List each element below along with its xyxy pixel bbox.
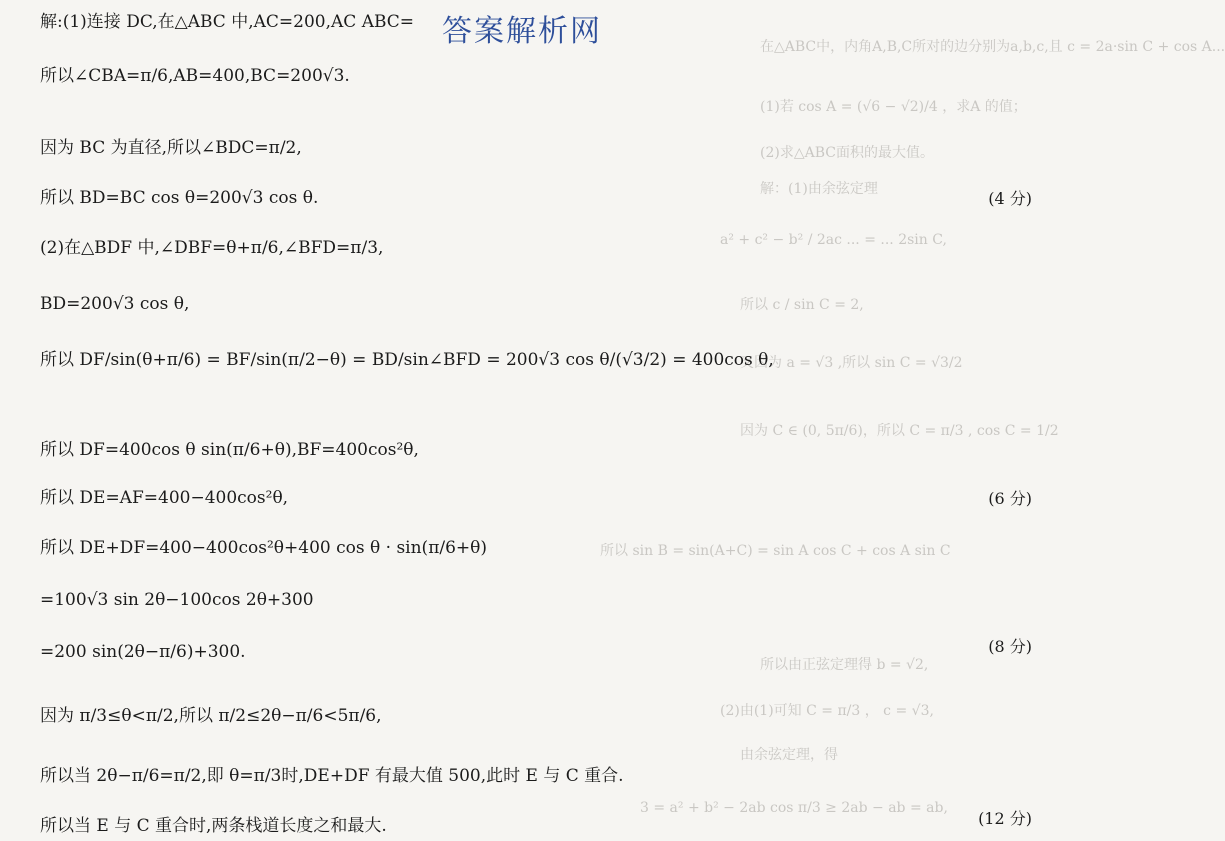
solution-line-11: =100√3 sin 2θ−100cos 2θ+300 — [40, 590, 314, 610]
bleed-text: (1)若 cos A = (√6 − √2)/4 ，求A 的值； — [760, 99, 1027, 115]
solution-line-1: 解:(1)连接 DC,在△ABC 中,AC=200,AC ABC= — [40, 12, 415, 32]
solution-line-12: =200 sin(2θ−π/6)+300. — [40, 642, 246, 662]
bleed-text: (2)求△ABC面积的最大值。 — [760, 145, 934, 161]
score-mark-4: (4 分) — [988, 189, 1032, 208]
solution-line-3: 因为 BC 为直径,所以∠BDC=π/2, — [40, 138, 302, 158]
solution-line-5: (2)在△BDF 中,∠DBF=θ+π/6,∠BFD=π/3, — [40, 238, 384, 258]
bleed-text: 所以 c / sin C = 2, — [740, 297, 864, 313]
bleed-text: 因为 C ∈ (0, 5π/6)，所以 C = π/3 , cos C = 1/2 — [740, 423, 1059, 439]
bleed-text: 所以 sin B = sin(A+C) = sin A cos C + cos A sin C — [600, 543, 951, 559]
score-mark-6: (6 分) — [988, 489, 1032, 508]
solution-line-4: 所以 BD=BC cos θ=200√3 cos θ. — [40, 188, 319, 208]
bleed-text: 所以由正弦定理得 b = √2, — [760, 657, 929, 673]
score-mark-8: (8 分) — [988, 637, 1032, 656]
bleed-text: (2)由(1)可知 C = π/3 ， c = √3, — [720, 703, 934, 719]
watermark-logo: 答案解析网 — [442, 14, 602, 49]
bleed-text: 3 = a² + b² − 2ab cos π/3 ≥ 2ab − ab = ab, — [640, 800, 948, 816]
bleed-text: 由余弦定理，得 — [740, 747, 838, 763]
bleed-text: 在△ABC中，内角A,B,C所对的边分别为a,b,c,且 c = 2a·sin C + cos A... — [760, 39, 1225, 55]
bleed-text: a² + c² − b² / 2ac ... = ... 2sin C, — [720, 232, 947, 248]
solution-line-9: 所以 DE=AF=400−400cos²θ, — [40, 488, 289, 508]
solution-line-2: 所以∠CBA=π/6,AB=400,BC=200√3. — [40, 66, 350, 86]
bleed-text: 解：(1)由余弦定理 — [760, 181, 878, 197]
solution-line-14: 所以当 2θ−π/6=π/2,即 θ=π/3时,DE+DF 有最大值 500,此时 E 与 C 重合. — [40, 766, 624, 786]
solution-line-7: 所以 DF/sin(θ+π/6) = BF/sin(π/2−θ) = BD/sin∠BFD = 200√3 cos θ/(√3/2) = 400cos θ, — [40, 350, 774, 370]
solution-line-6: BD=200√3 cos θ, — [40, 294, 190, 314]
solution-line-8: 所以 DF=400cos θ sin(π/6+θ),BF=400cos²θ, — [40, 440, 419, 460]
solution-line-10: 所以 DE+DF=400−400cos²θ+400 cos θ · sin(π/6+θ) — [40, 538, 488, 558]
solution-line-13: 因为 π/3≤θ<π/2,所以 π/2≤2θ−π/6<5π/6, — [40, 706, 382, 726]
solution-line-15: 所以当 E 与 C 重合时,两条栈道长度之和最大. — [40, 816, 387, 836]
bleed-text: 又因为 a = √3 ,所以 sin C = √3/2 — [740, 355, 963, 371]
score-mark-12: (12 分) — [978, 809, 1032, 828]
